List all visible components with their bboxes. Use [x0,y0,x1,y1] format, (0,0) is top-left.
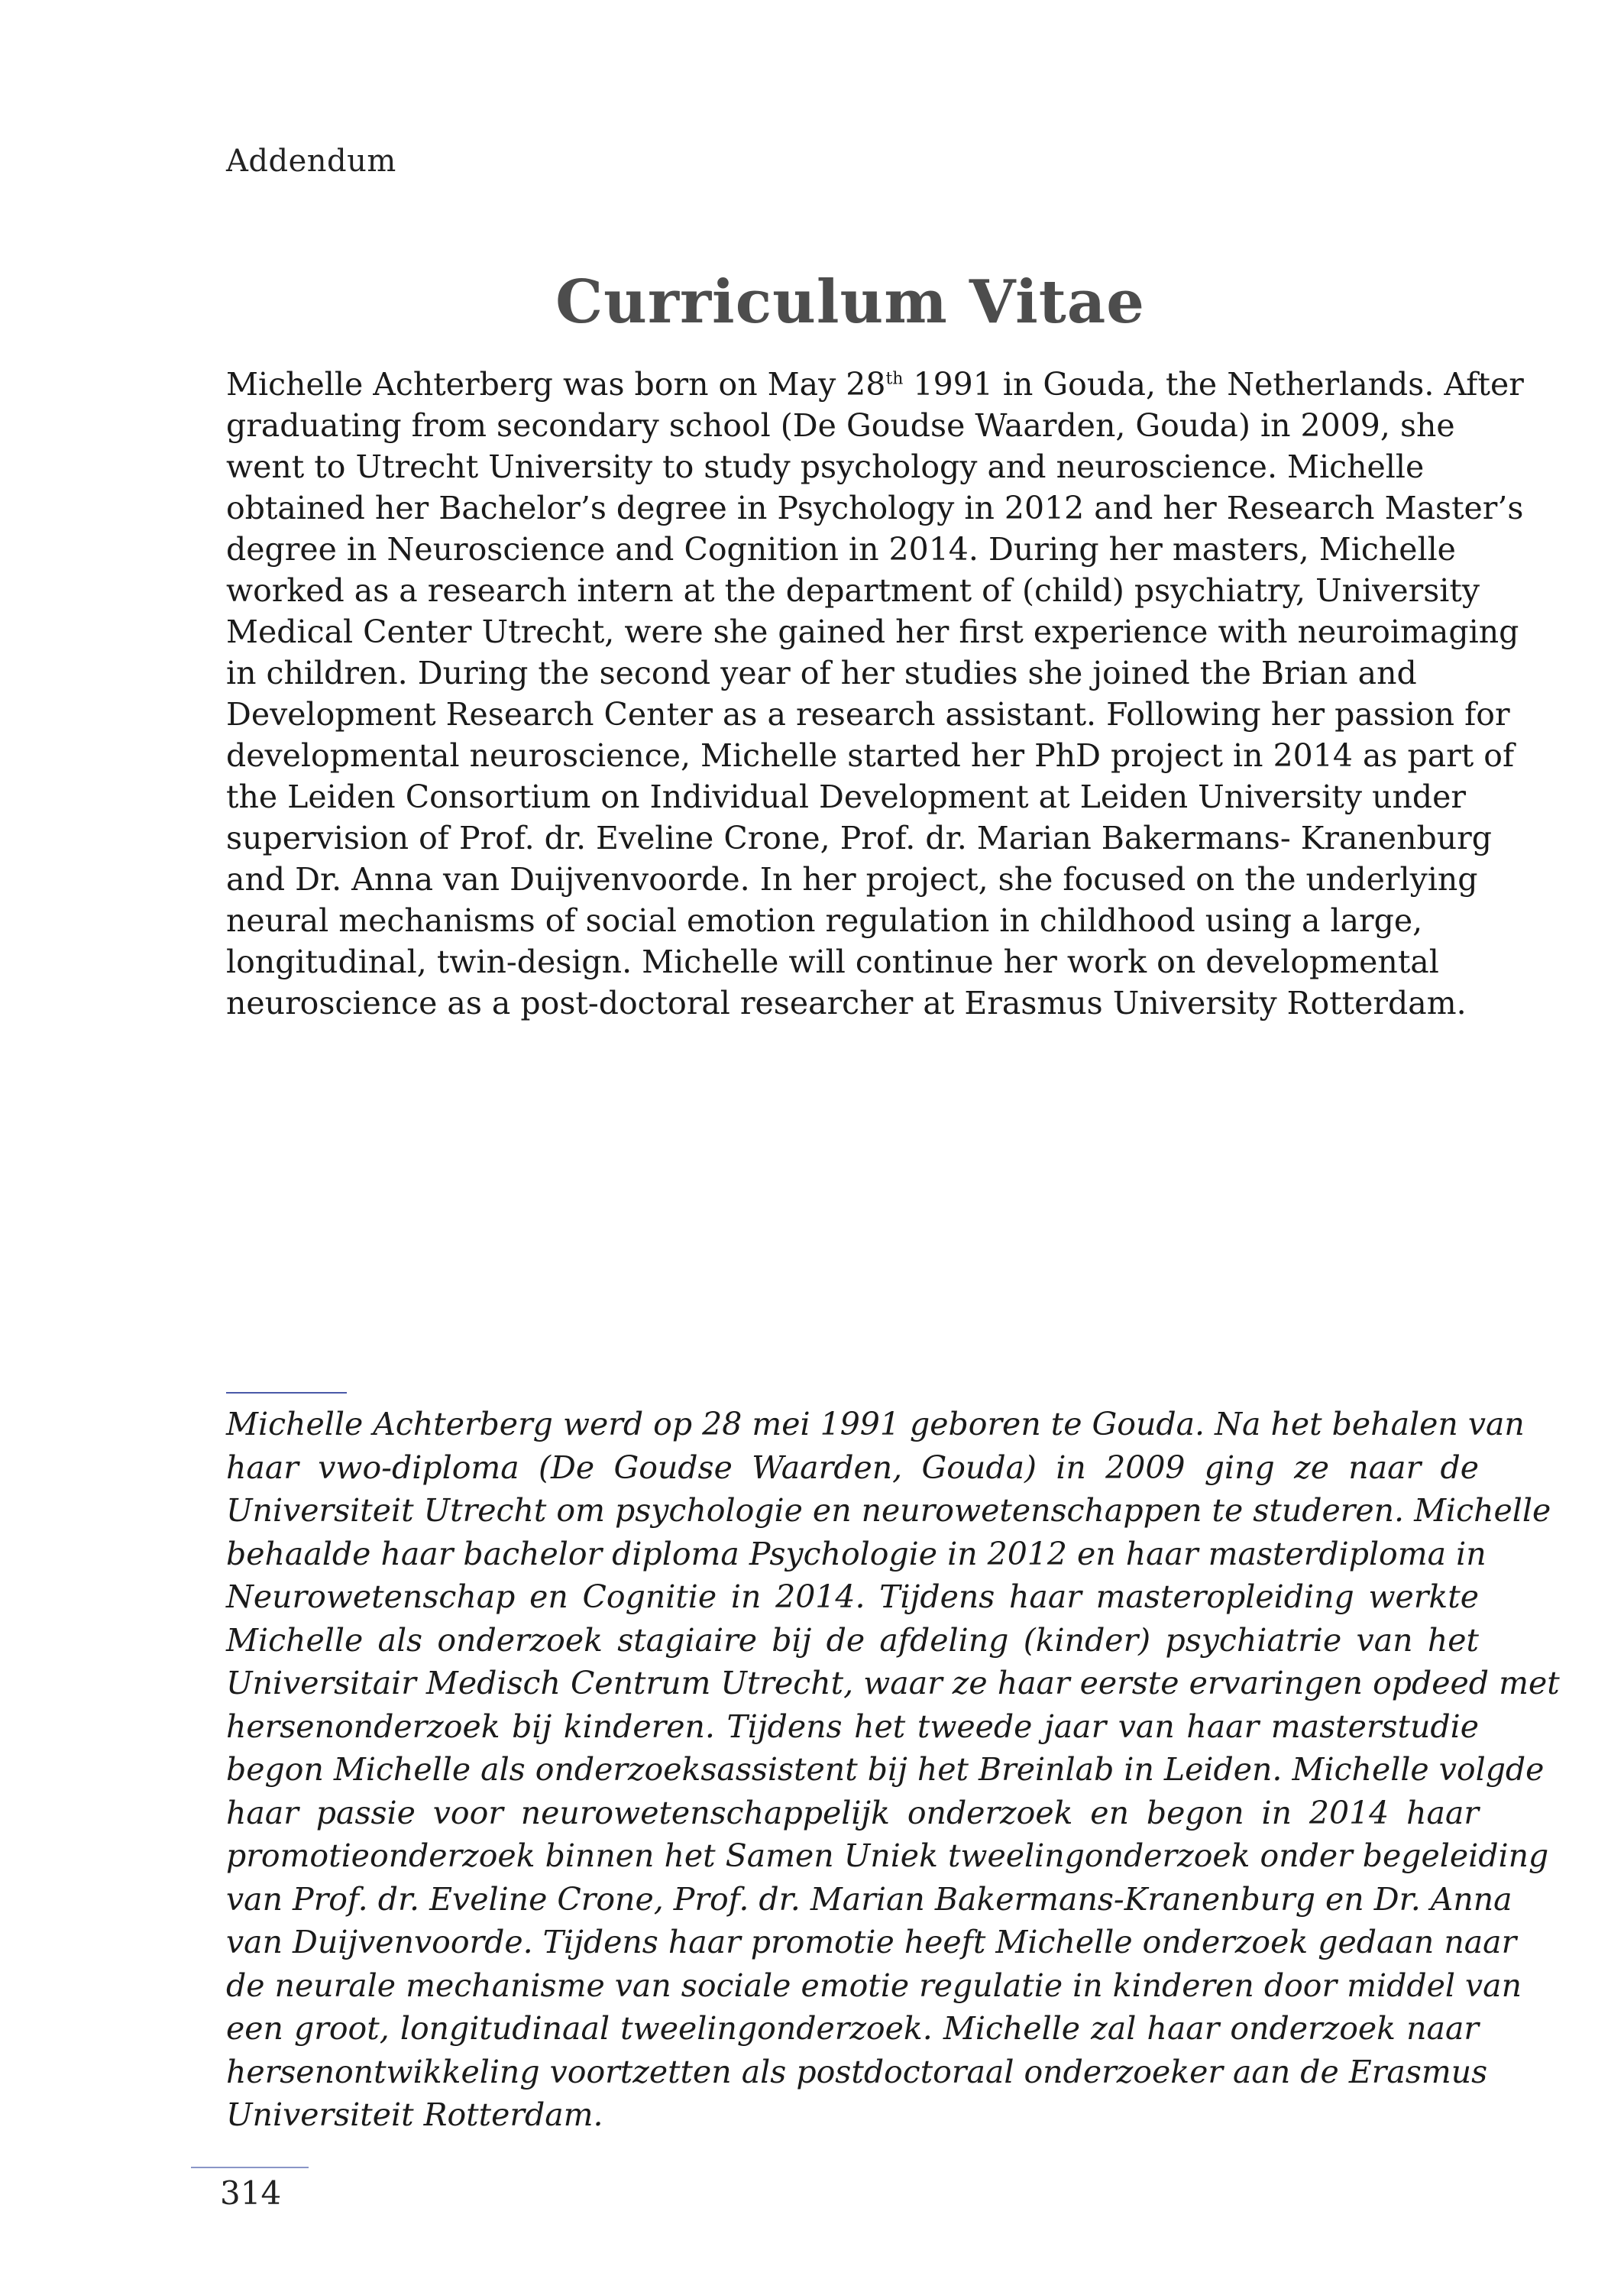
english-bio-line: in children. During the second year of her studies she joined the Brian and [226,655,1417,691]
dutch-bio-line: Neurowetenschap en Cognitie in 2014. Tijdens haar masteropleiding werkte [226,1578,1479,1615]
dutch-bio-line: Universitair Medisch Centrum Utrecht, waar ze haar eerste ervaringen opdeed met [226,1665,1560,1701]
dutch-bio-line: een groot, longitudinaal tweelingonderzoek. Michelle zal haar onderzoek naar [226,2010,1479,2047]
dutch-bio-line: haar passie voor neurowetenschappelijk onderzoek en begon in 2014 haar [226,1794,1479,1831]
ordinal-suffix: th [885,369,904,389]
english-bio-line: supervision of Prof. dr. Eveline Crone, Prof. dr. Marian Bakermans- Kranenburg [226,820,1492,856]
dutch-bio-line: haar vwo-diploma (De Goudse Waarden, Gouda) in 2009 ging ze naar de [226,1449,1479,1486]
dutch-bio-line: van Duijvenvoorde. Tijdens haar promotie heeft Michelle onderzoek gedaan naar [226,1924,1517,1960]
dutch-bio-line: de neurale mechanisme van sociale emotie regulatie in kinderen door middel van [226,1967,1522,2004]
dutch-bio-line: Michelle Achterberg werd op 28 mei 1991 geboren te Gouda. Na het behalen van [226,1406,1525,1442]
section-divider [226,1392,347,1394]
english-bio-line: the Leiden Consortium on Individual Development at Leiden University under [226,779,1467,815]
english-bio-line: longitudinal, twin-design. Michelle will continue her work on developmental [226,944,1439,980]
dutch-biography [226,1403,1560,2137]
dutch-bio-line: Michelle als onderzoek stagiaire bij de afdeling (kinder) psychiatrie van het [226,1621,1479,1659]
dutch-bio-line: van Prof. dr. Eveline Crone, Prof. dr. Marian Bakermans-Kranenburg en Dr. Anna [226,1880,1512,1918]
english-bio-line [226,364,1524,405]
english-bio-line: neuroscience as a post-doctoral researcher at Erasmus University Rotterdam. [226,985,1467,1021]
english-bio-line: Medical Center Utrecht, were she gained her first experience with neuroimaging [226,613,1519,650]
english-bio-line: neural mechanisms of social emotion regulation in childhood using a large, [226,902,1423,939]
dutch-bio-line: begon Michelle als onderzoeksassistent bij het Breinlab in Leiden. Michelle volgde [226,1751,1545,1788]
dutch-bio-line: Universiteit Utrecht om psychologie en neurowetenschappen te studeren. Michelle [226,1492,1551,1529]
english-bio-line: worked as a research intern at the department of (child) psychiatry, University [226,572,1480,609]
english-bio-line: degree in Neuroscience and Cognition in 2014. During her masters, Michelle [226,531,1456,568]
dutch-bio-line: behaalde haar bachelor diploma Psychologie in 2012 en haar masterdiploma in [226,1535,1487,1572]
dutch-bio-line: Universiteit Rotterdam. [226,2096,603,2133]
english-bio-line: Development Research Center as a research assistant. Following her passion for [226,696,1510,733]
running-header: Addendum [226,144,396,179]
dutch-bio-line: promotieonderzoek binnen het Samen Uniek tweelingonderzoek onder begeleiding [226,1837,1549,1874]
english-bio-line: went to Utrecht University to study psychology and neuroscience. Michelle [226,448,1425,485]
english-biography [226,364,1524,1024]
english-bio-line: and Dr. Anna van Duijvenvoorde. In her project, she focused on the underlying [226,861,1478,898]
english-bio-line-start: Michelle Achterberg was born on May 28 [226,366,886,403]
dutch-bio-line: hersenontwikkeling voortzetten als postdoctoraal onderzoeker aan de Erasmus [226,2053,1488,2090]
dutch-bio-line: hersenonderzoek bij kinderen. Tijdens het tweede jaar van haar masterstudie [226,1708,1479,1745]
page-number-rule [191,2167,309,2168]
english-bio-line: obtained her Bachelor’s degree in Psychology in 2012 and her Research Master’s [226,490,1524,526]
page-title: Curriculum Vitae [555,267,1145,337]
page-number: 314 [220,2174,282,2212]
english-bio-line: developmental neuroscience, Michelle started her PhD project in 2014 as part of [226,737,1515,774]
english-bio-line: graduating from secondary school (De Goudse Waarden, Gouda) in 2009, she [226,407,1455,444]
english-bio-line-end: 1991 in Gouda, the Netherlands. After [903,366,1524,403]
